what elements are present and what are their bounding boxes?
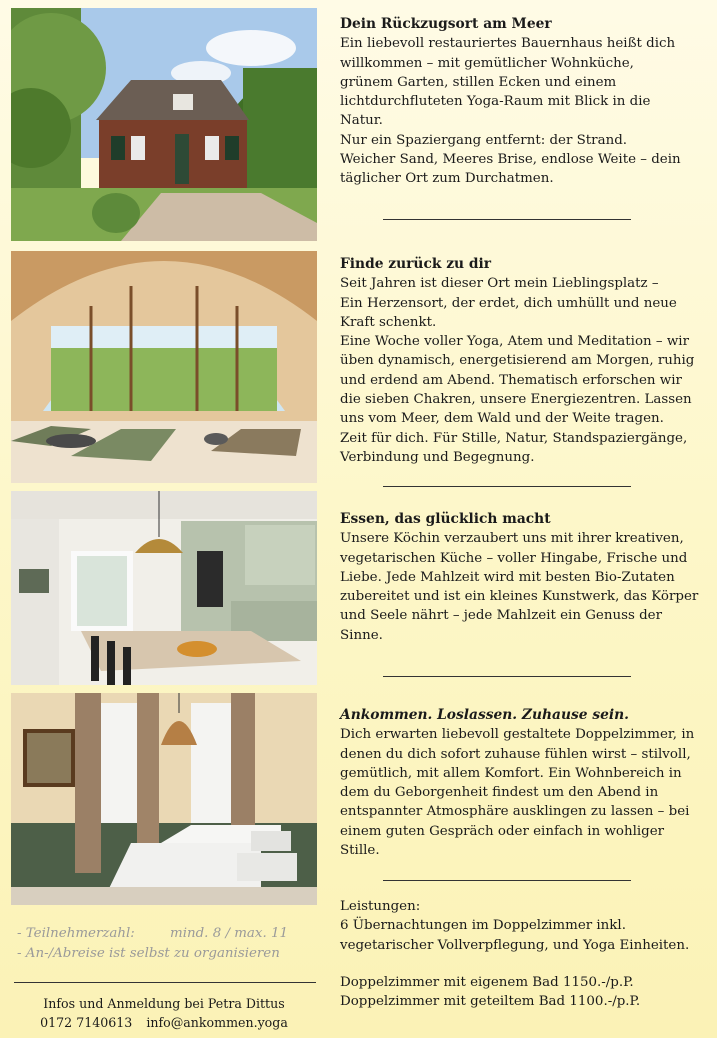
body-line: denen du dich sofort zuhause fühlen wirst – stilvoll, (340, 746, 691, 762)
body-line: Nur ein Spaziergang entfernt: der Strand. (340, 132, 628, 148)
bedroom-photo (11, 693, 317, 905)
contact-block (11, 994, 317, 1032)
section-heading: Dein Rückzugsort am Meer (340, 16, 552, 32)
email-address[interactable]: info@ankommen.yoga (146, 1015, 288, 1030)
body-line: einem guten Gespräch oder einfach in wohliger (340, 823, 665, 839)
body-line: Sinne. (340, 627, 383, 643)
body-line: Ein liebevoll restauriertes Bauernhaus heißt dich (340, 36, 676, 52)
section-rooms (340, 706, 712, 860)
body-line: lichtdurchfluteten Yoga-Raum mit Blick in die (340, 94, 651, 110)
travel-note: - An-/Abreise ist selbst zu organisieren (17, 946, 280, 961)
body-line: täglicher Ort zum Durchatmen. (340, 171, 554, 187)
body-line: Unsere Köchin verzaubert uns mit ihrer kreativen, (340, 531, 684, 547)
section-retreat (340, 15, 712, 189)
body-line: üben dynamisch, energetisierend am Morgen, ruhig (340, 353, 695, 369)
participants-value: mind. 8 / max. 11 (170, 926, 289, 941)
services-line: 6 Übernachtungen im Doppelzimmer inkl. (340, 918, 626, 934)
notes (17, 924, 317, 964)
section-heading: Finde zurück zu dir (340, 256, 492, 272)
body-line: und Seele nährt – jede Mahlzeit ein Genuss der (340, 608, 662, 624)
body-line: gemütlich, mit allem Komfort. Ein Wohnbereich in (340, 765, 682, 781)
divider (14, 982, 316, 983)
price-list (340, 973, 712, 1012)
body-line: Weicher Sand, Meeres Brise, endlose Weite – dein (340, 152, 681, 168)
services-block (340, 897, 712, 955)
farmhouse-photo (11, 8, 317, 241)
divider (383, 676, 631, 677)
body-line: Liebe. Jede Mahlzeit wird mit besten Bio-Zutaten (340, 569, 675, 585)
body-line: die sieben Chakren, unsere Energiezentren. Lassen (340, 392, 692, 408)
contact-details (11, 1013, 317, 1032)
yoga-room-photo (11, 251, 317, 483)
body-line: Kraft schenkt. (340, 314, 437, 330)
body-line: willkommen – mit gemütlicher Wohnküche, (340, 55, 634, 71)
divider (383, 486, 631, 487)
body-line: vegetarischen Küche – voller Hingabe, Frische und (340, 550, 688, 566)
price-line: Doppelzimmer mit geteiltem Bad 1100.-/p.P. (340, 994, 641, 1010)
body-line: uns vom Meer, dem Wald und der Weite tragen. (340, 411, 664, 427)
body-line: Seit Jahren ist dieser Ort mein Lieblingsplatz – (340, 276, 659, 292)
section-yoga (340, 255, 712, 467)
services-title: Leistungen: (340, 899, 421, 914)
contact-line: Infos und Anmeldung bei Petra Dittus (43, 996, 285, 1011)
body-line: zubereitet und ist ein kleines Kunstwerk, das Körper (340, 589, 699, 605)
section-food (340, 510, 712, 645)
body-line: und erdend am Abend. Thematisch erforschen wir (340, 372, 682, 388)
body-line: grünem Garten, stillen Ecken und einem (340, 74, 617, 90)
body-line: Stille. (340, 843, 380, 859)
body-line: Verbindung und Begegnung. (340, 449, 535, 465)
body-line: entspannter Atmosphäre ausklingen zu lassen – bei (340, 804, 690, 820)
body-line: Dich erwarten liebevoll gestaltete Doppelzimmer, in (340, 727, 695, 743)
section-heading: Essen, das glücklich macht (340, 511, 551, 527)
body-line: Zeit für dich. Für Stille, Natur, Standspaziergänge, (340, 430, 688, 446)
participants-row (17, 924, 317, 944)
kitchen-photo (11, 491, 317, 685)
body-line: Ein Herzensort, der erdet, dich umhüllt und neue (340, 295, 677, 311)
price-line: Doppelzimmer mit eigenem Bad 1150.-/p.P. (340, 975, 634, 990)
participants-label: - Teilnehmerzahl: (17, 926, 135, 941)
body-line: Natur. (340, 113, 383, 129)
divider (383, 880, 631, 881)
phone-number: 0172 7140613 (40, 1015, 133, 1030)
body-line: dem du Geborgenheit findest um den Abend in (340, 785, 659, 801)
body-line: Eine Woche voller Yoga, Atem und Meditation – wir (340, 334, 689, 350)
services-line: vegetarischer Vollverpflegung, und Yoga Einheiten. (340, 937, 690, 953)
divider (383, 219, 631, 220)
section-heading: Ankommen. Loslassen. Zuhause sein. (340, 707, 629, 723)
